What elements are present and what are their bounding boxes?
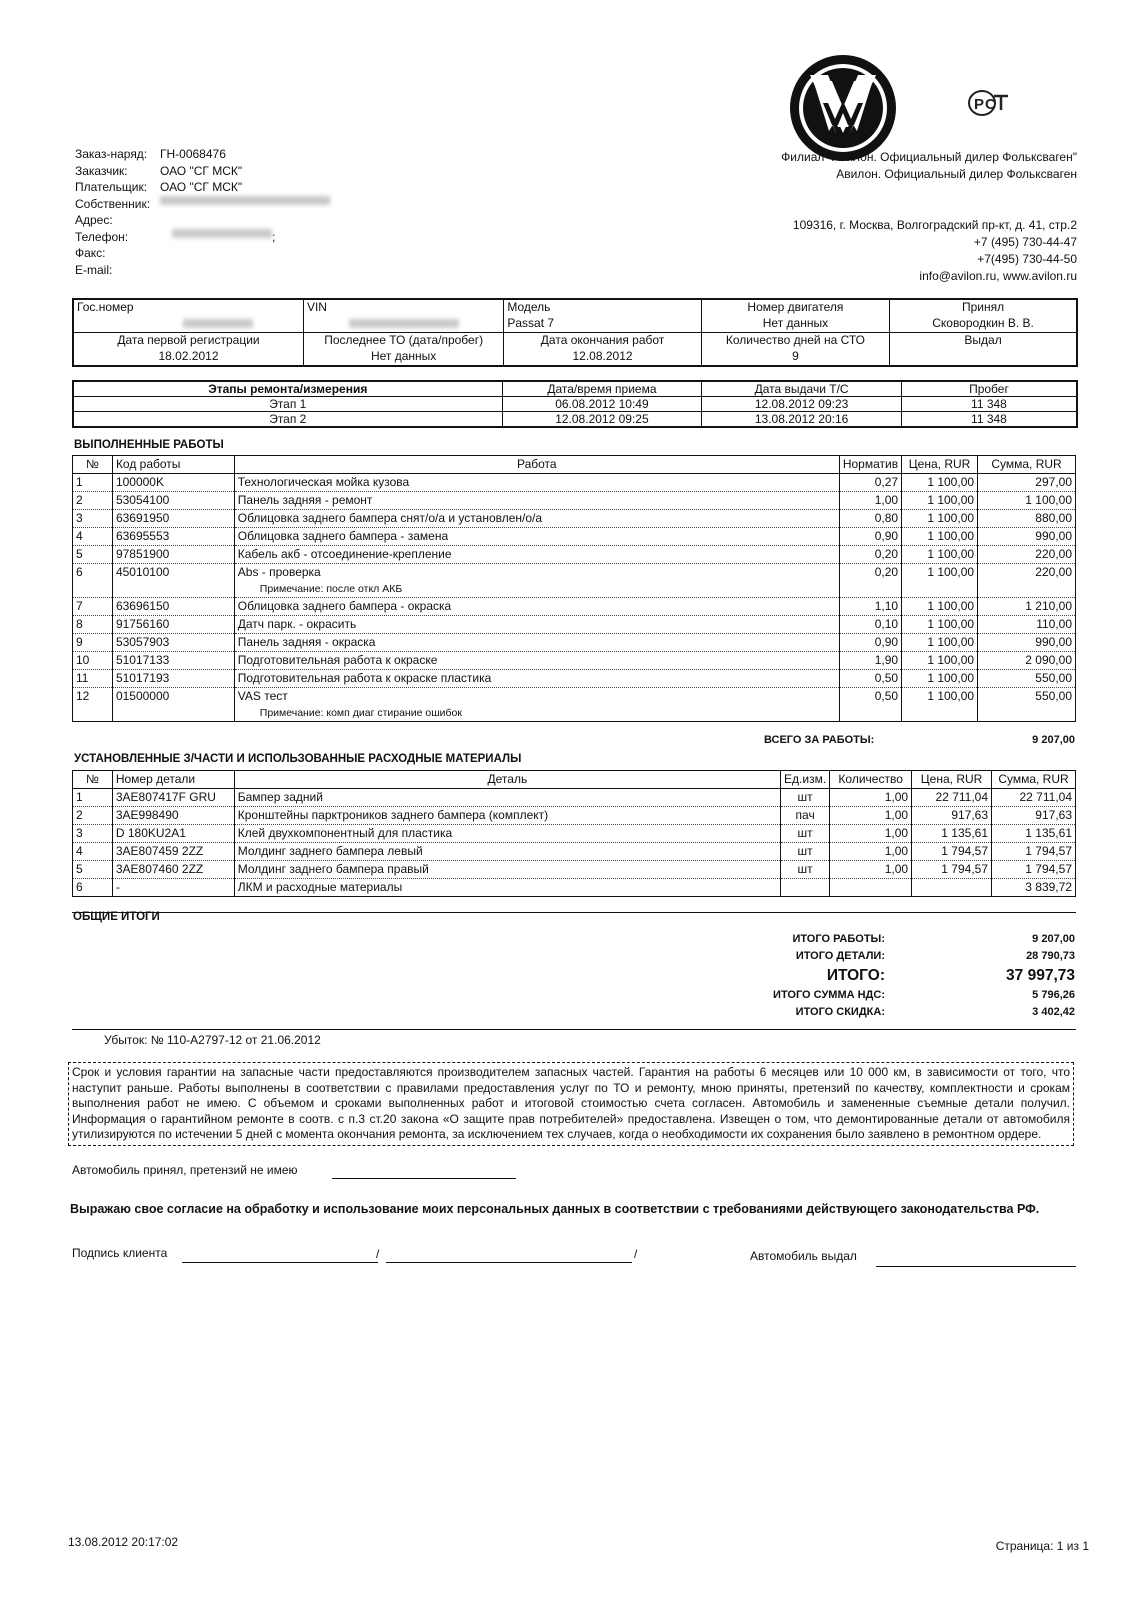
signature-line-2 bbox=[386, 1262, 632, 1263]
works-cell-sum: 1 210,00 bbox=[978, 598, 1076, 616]
works-cell-price: 1 100,00 bbox=[902, 510, 978, 528]
works-cell-price: 1 100,00 bbox=[902, 634, 978, 652]
dealer-phone-2: +7(495) 730-44-50 bbox=[977, 252, 1077, 266]
parts-cell-qty: 1,00 bbox=[830, 861, 912, 879]
works-cell-sum: 550,00 bbox=[978, 670, 1076, 688]
parts-title: УСТАНОВЛЕННЫЕ З/ЧАСТИ И ИСПОЛЬЗОВАННЫЕ РАСХОДНЫЕ МАТЕРИАЛЫ bbox=[74, 753, 522, 765]
owner-redacted bbox=[160, 196, 330, 205]
works-cell-code: 63696150 bbox=[112, 598, 234, 616]
parts-cell-code: 3AE807460 2ZZ bbox=[112, 861, 234, 879]
works-cell-sum: 990,00 bbox=[978, 528, 1076, 546]
parts-cell-n: 3 bbox=[73, 825, 113, 843]
parts-cell-unit: шт bbox=[781, 843, 830, 861]
total-work-value: 9 207,00 bbox=[1032, 933, 1075, 945]
parts-cell-price bbox=[912, 879, 992, 897]
works-cell-price: 1 100,00 bbox=[902, 670, 978, 688]
parts-cell-n: 2 bbox=[73, 807, 113, 825]
payer-label: Плательщик: bbox=[75, 180, 148, 194]
works-total-label: ВСЕГО ЗА РАБОТЫ: bbox=[764, 734, 875, 746]
works-header: Работа bbox=[234, 456, 839, 474]
parts-cell-name: Бампер задний bbox=[234, 789, 780, 807]
stages-header: Дата выдачи Т/С bbox=[702, 381, 902, 397]
parts-cell-sum: 1 135,61 bbox=[992, 825, 1076, 843]
works-cell-sum: 990,00 bbox=[978, 634, 1076, 652]
works-table bbox=[72, 455, 1076, 722]
works-row bbox=[73, 652, 1076, 670]
parts-cell-name: Клей двухкомпонентный для пластика bbox=[234, 825, 780, 843]
parts-cell-code: D 180KU2A1 bbox=[112, 825, 234, 843]
vw-logo bbox=[788, 53, 898, 163]
parts-cell-qty bbox=[830, 879, 912, 897]
works-cell-n: 7 bbox=[73, 598, 113, 616]
model-label: Модель bbox=[504, 299, 701, 316]
works-cell-name bbox=[234, 688, 839, 722]
stage-cell: Этап 2 bbox=[73, 412, 502, 428]
parts-cell-name: Молдинг заднего бампера правый bbox=[234, 861, 780, 879]
svg-text:P: P bbox=[974, 96, 985, 113]
dealer-name-line2: Авилон. Официальный дилер Фольксваген bbox=[836, 167, 1077, 181]
works-cell-n: 11 bbox=[73, 670, 113, 688]
works-cell-sum: 2 090,00 bbox=[978, 652, 1076, 670]
works-cell-n: 1 bbox=[73, 474, 113, 492]
works-cell-name: Кабель акб - отсоединение-крепление bbox=[234, 546, 839, 564]
works-row bbox=[73, 688, 1076, 722]
works-cell-code: 63691950 bbox=[112, 510, 234, 528]
works-cell-price: 1 100,00 bbox=[902, 616, 978, 634]
parts-row bbox=[73, 843, 1076, 861]
parts-cell-n: 6 bbox=[73, 879, 113, 897]
svg-text:C: C bbox=[985, 96, 996, 113]
parts-header: Номер детали bbox=[112, 771, 234, 789]
parts-cell-name: Кронштейны парктроников заднего бампера (комплект) bbox=[234, 807, 780, 825]
works-cell-n: 8 bbox=[73, 616, 113, 634]
works-cell-name: VAS тест bbox=[237, 689, 288, 703]
works-row bbox=[73, 510, 1076, 528]
parts-cell-name: ЛКМ и расходные материалы bbox=[234, 879, 780, 897]
works-cell-n: 10 bbox=[73, 652, 113, 670]
phone-redacted bbox=[172, 229, 272, 238]
order-number: ГН-0068476 bbox=[160, 147, 226, 161]
parts-cell-n: 5 bbox=[73, 861, 113, 879]
parts-cell-code: 3AE998490 bbox=[112, 807, 234, 825]
parts-cell-price: 1 794,57 bbox=[912, 861, 992, 879]
works-cell-n: 5 bbox=[73, 546, 113, 564]
works-header: Код работы bbox=[112, 456, 234, 474]
car-issued-label: Автомобиль выдал bbox=[750, 1249, 857, 1263]
works-cell-norm: 0,20 bbox=[839, 564, 901, 598]
parts-cell-qty: 1,00 bbox=[830, 843, 912, 861]
plate-label: Гос.номер bbox=[73, 299, 303, 316]
works-cell-sum: 550,00 bbox=[978, 688, 1076, 722]
printed-at: 13.08.2012 20:17:02 bbox=[68, 1535, 179, 1549]
works-cell-code: 51017133 bbox=[112, 652, 234, 670]
works-cell-sum: 297,00 bbox=[978, 474, 1076, 492]
last-to-label: Последнее ТО (дата/пробег) bbox=[303, 333, 503, 350]
parts-cell-code: 3AE807417F GRU bbox=[112, 789, 234, 807]
plate-redacted bbox=[183, 319, 253, 328]
car-issued-line bbox=[876, 1266, 1076, 1267]
works-title: ВЫПОЛНЕННЫЕ РАБОТЫ bbox=[74, 439, 224, 451]
works-row bbox=[73, 634, 1076, 652]
parts-cell-unit: шт bbox=[781, 789, 830, 807]
parts-cell-sum: 917,63 bbox=[992, 807, 1076, 825]
parts-cell-name: Молдинг заднего бампера левый bbox=[234, 843, 780, 861]
works-header: Сумма, RUR bbox=[978, 456, 1076, 474]
email-label: E-mail: bbox=[75, 262, 113, 277]
total-parts-value: 28 790,73 bbox=[1026, 950, 1075, 962]
first-reg-value: 18.02.2012 bbox=[73, 349, 303, 366]
works-cell-norm: 0,10 bbox=[839, 616, 901, 634]
works-cell-n: 6 bbox=[73, 564, 113, 598]
accepted-value: Сковородкин В. В. bbox=[890, 316, 1077, 333]
payer-value: ОАО "СГ МСК" bbox=[160, 180, 243, 194]
totals-divider bbox=[72, 912, 1076, 913]
stage-cell: 12.08.2012 09:25 bbox=[502, 412, 702, 428]
vat-value: 5 796,26 bbox=[1032, 989, 1075, 1001]
works-cell-code: 63695553 bbox=[112, 528, 234, 546]
dealer-phone-1: +7 (495) 730-44-47 bbox=[973, 235, 1077, 249]
parts-cell-unit bbox=[781, 879, 830, 897]
discount-label: ИТОГО СКИДКА: bbox=[795, 1006, 885, 1018]
works-row bbox=[73, 670, 1076, 688]
works-cell-name: Облицовка заднего бампера снят/о/а и установлен/о/а bbox=[234, 510, 839, 528]
works-note: Примечание: комп диаг стирание ошибок bbox=[259, 707, 462, 719]
works-cell-norm: 0,80 bbox=[839, 510, 901, 528]
model-value: Passat 7 bbox=[504, 316, 701, 333]
works-header: Норматив bbox=[839, 456, 901, 474]
works-cell-norm: 0,90 bbox=[839, 634, 901, 652]
engine-label: Номер двигателя bbox=[701, 299, 889, 316]
car-accepted-line bbox=[332, 1178, 516, 1179]
parts-cell-qty: 1,00 bbox=[830, 825, 912, 843]
stage-cell: 11 348 bbox=[901, 397, 1077, 412]
works-cell-code: 01500000 bbox=[112, 688, 234, 722]
works-row bbox=[73, 492, 1076, 510]
dealer-web: info@avilon.ru, www.avilon.ru bbox=[919, 269, 1077, 283]
parts-cell-code: - bbox=[112, 879, 234, 897]
parts-header: Количество bbox=[830, 771, 912, 789]
works-cell-name: Abs - проверка bbox=[237, 565, 321, 579]
parts-cell-qty: 1,00 bbox=[830, 789, 912, 807]
works-cell-price: 1 100,00 bbox=[902, 652, 978, 670]
works-cell-sum: 220,00 bbox=[978, 546, 1076, 564]
works-cell-norm: 1,10 bbox=[839, 598, 901, 616]
parts-row bbox=[73, 861, 1076, 879]
parts-header: Деталь bbox=[234, 771, 780, 789]
works-cell-price: 1 100,00 bbox=[902, 474, 978, 492]
works-cell-name bbox=[234, 564, 839, 598]
works-cell-price: 1 100,00 bbox=[902, 598, 978, 616]
stages-header: Этапы ремонта/измерения bbox=[73, 381, 502, 397]
customer-info bbox=[75, 146, 330, 278]
signature-label: Подпись клиента bbox=[72, 1246, 168, 1260]
dealer-info bbox=[781, 149, 1077, 183]
works-cell-norm: 1,00 bbox=[839, 492, 901, 510]
works-row bbox=[73, 598, 1076, 616]
parts-cell-unit: шт bbox=[781, 825, 830, 843]
vin-redacted bbox=[349, 319, 459, 328]
works-cell-code: 100000K bbox=[112, 474, 234, 492]
vin-label: VIN bbox=[303, 299, 503, 316]
works-cell-name: Облицовка заднего бампера - окраска bbox=[234, 598, 839, 616]
stage-cell: 13.08.2012 20:16 bbox=[702, 412, 902, 428]
works-cell-norm: 0,20 bbox=[839, 546, 901, 564]
client-value: ОАО "СГ МСК" bbox=[160, 163, 243, 178]
end-date-label: Дата окончания работ bbox=[504, 333, 701, 350]
works-header: Цена, RUR bbox=[902, 456, 978, 474]
works-cell-sum: 110,00 bbox=[978, 616, 1076, 634]
consent-text: Выражаю свое согласие на обработку и использование моих персональных данных в соответствии с требованиями действующего законодательства РФ. bbox=[70, 1202, 1040, 1216]
first-reg-label: Дата первой регистрации bbox=[73, 333, 303, 350]
loss-reference: Убыток: № 110-А2797-12 от 21.06.2012 bbox=[104, 1033, 321, 1047]
grand-total-label: ИТОГО: bbox=[826, 967, 885, 984]
parts-cell-code: 3AE807459 2ZZ bbox=[112, 843, 234, 861]
works-cell-n: 4 bbox=[73, 528, 113, 546]
parts-cell-sum: 22 711,04 bbox=[992, 789, 1076, 807]
issued-label: Выдал bbox=[890, 333, 1077, 350]
vat-label: ИТОГО СУММА НДС: bbox=[773, 989, 885, 1001]
works-row bbox=[73, 474, 1076, 492]
loss-divider bbox=[72, 1029, 1076, 1030]
page-number: Страница: 1 из 1 bbox=[995, 1539, 1089, 1553]
certification-mark-icon bbox=[966, 88, 1010, 118]
parts-header: Ед.изм. bbox=[781, 771, 830, 789]
last-to-value: Нет данных bbox=[303, 349, 503, 366]
parts-table bbox=[72, 770, 1076, 897]
stage-cell: 11 348 bbox=[901, 412, 1077, 428]
works-cell-name: Панель задняя - окраска bbox=[234, 634, 839, 652]
stage-cell: Этап 1 bbox=[73, 397, 502, 412]
works-cell-price: 1 100,00 bbox=[902, 688, 978, 722]
stages-table bbox=[72, 380, 1078, 428]
works-cell-name: Панель задняя - ремонт bbox=[234, 492, 839, 510]
parts-cell-qty: 1,00 bbox=[830, 807, 912, 825]
works-cell-code: 53057903 bbox=[112, 634, 234, 652]
parts-row bbox=[73, 879, 1076, 897]
phone-value: ; bbox=[272, 229, 276, 244]
works-cell-norm: 0,90 bbox=[839, 528, 901, 546]
works-cell-price: 1 100,00 bbox=[902, 546, 978, 564]
parts-row bbox=[73, 807, 1076, 825]
works-note: Примечание: после откл АКБ bbox=[259, 583, 403, 595]
parts-cell-sum: 1 794,57 bbox=[992, 861, 1076, 879]
works-cell-n: 2 bbox=[73, 492, 113, 510]
works-row bbox=[73, 528, 1076, 546]
works-cell-sum: 220,00 bbox=[978, 564, 1076, 598]
parts-header: № bbox=[73, 771, 113, 789]
totals-block bbox=[773, 931, 1075, 1021]
stages-header: Пробег bbox=[901, 381, 1077, 397]
total-parts-label: ИТОГО ДЕТАЛИ: bbox=[795, 950, 885, 962]
works-cell-n: 9 bbox=[73, 634, 113, 652]
days-value: 9 bbox=[701, 349, 889, 366]
dealer-contacts bbox=[793, 217, 1077, 285]
works-cell-code: 51017193 bbox=[112, 670, 234, 688]
works-cell-name: Датч парк. - окрасить bbox=[234, 616, 839, 634]
works-cell-sum: 880,00 bbox=[978, 510, 1076, 528]
total-work-label: ИТОГО РАБОТЫ: bbox=[792, 933, 885, 945]
works-row bbox=[73, 616, 1076, 634]
works-cell-code: 97851900 bbox=[112, 546, 234, 564]
parts-cell-price: 1 794,57 bbox=[912, 843, 992, 861]
signature-slash-2: / bbox=[634, 1247, 638, 1261]
engine-value: Нет данных bbox=[701, 316, 889, 333]
fax-label: Факс: bbox=[75, 246, 106, 260]
works-cell-n: 12 bbox=[73, 688, 113, 722]
parts-row bbox=[73, 825, 1076, 843]
works-row bbox=[73, 546, 1076, 564]
works-cell-code: 91756160 bbox=[112, 616, 234, 634]
parts-cell-price: 22 711,04 bbox=[912, 789, 992, 807]
works-header: № bbox=[73, 456, 113, 474]
works-cell-price: 1 100,00 bbox=[902, 528, 978, 546]
parts-cell-sum: 1 794,57 bbox=[992, 843, 1076, 861]
owner-label: Собственник: bbox=[75, 196, 151, 211]
dealer-name-line1: Филиал "Авилон. Официальный дилер Фольксваген" bbox=[781, 150, 1077, 164]
works-cell-price: 1 100,00 bbox=[902, 492, 978, 510]
works-cell-norm: 0,50 bbox=[839, 670, 901, 688]
car-accepted-text: Автомобиль принял, претензий не имею bbox=[72, 1163, 298, 1177]
works-row bbox=[73, 564, 1076, 598]
parts-cell-unit: шт bbox=[781, 861, 830, 879]
vehicle-table bbox=[72, 298, 1078, 367]
works-cell-name: Подготовительная работа к окраске bbox=[234, 652, 839, 670]
parts-header: Цена, RUR bbox=[912, 771, 992, 789]
signature-line-1 bbox=[182, 1262, 378, 1263]
works-cell-norm: 0,27 bbox=[839, 474, 901, 492]
works-cell-name: Технологическая мойка кузова bbox=[234, 474, 839, 492]
discount-value: 3 402,42 bbox=[1032, 1006, 1075, 1018]
parts-cell-unit: пач bbox=[781, 807, 830, 825]
works-cell-norm: 0,50 bbox=[839, 688, 901, 722]
parts-cell-price: 1 135,61 bbox=[912, 825, 992, 843]
works-cell-name: Подготовительная работа к окраске пластика bbox=[234, 670, 839, 688]
days-label: Количество дней на СТО bbox=[701, 333, 889, 350]
parts-cell-sum: 3 839,72 bbox=[992, 879, 1076, 897]
parts-cell-n: 1 bbox=[73, 789, 113, 807]
works-total-value: 9 207,00 bbox=[1032, 734, 1075, 746]
phone-label: Телефон: bbox=[75, 229, 129, 244]
client-label: Заказчик: bbox=[75, 163, 128, 178]
parts-cell-price: 917,63 bbox=[912, 807, 992, 825]
works-cell-norm: 1,90 bbox=[839, 652, 901, 670]
address-label: Адрес: bbox=[75, 213, 113, 227]
works-cell-code: 45010100 bbox=[112, 564, 234, 598]
totals-title: ОБЩИЕ ИТОГИ bbox=[73, 911, 160, 923]
grand-total-value: 37 997,73 bbox=[1006, 967, 1075, 984]
dealer-address: 109316, г. Москва, Волгоградский пр-кт, д. 41, стр.2 bbox=[792, 218, 1077, 232]
accepted-label: Принял bbox=[890, 299, 1077, 316]
signature-slash-1: / bbox=[376, 1247, 380, 1261]
works-cell-n: 3 bbox=[73, 510, 113, 528]
works-cell-sum: 1 100,00 bbox=[978, 492, 1076, 510]
stage-cell: 12.08.2012 09:23 bbox=[702, 397, 902, 412]
parts-header: Сумма, RUR bbox=[992, 771, 1076, 789]
parts-row bbox=[73, 789, 1076, 807]
stage-cell: 06.08.2012 10:49 bbox=[502, 397, 702, 412]
end-date-value: 12.08.2012 bbox=[504, 349, 701, 366]
works-cell-price: 1 100,00 bbox=[902, 564, 978, 598]
works-cell-code: 53054100 bbox=[112, 492, 234, 510]
warranty-text: Срок и условия гарантии на запасные части предоставляются производителем запасных частей. Гарантия на работы 6 месяцев или 10 000 км, в зависимости от того, что наступит раньше. Работы выполнены в соответствии с правилами предоставления услуг по ТО и ремонту, мною приняты, претензий по качеству, комплектности и срокам выполнения работ не имею. С объемом и сроками выполненных работ и итоговой стоимостью счета согласен. Автомобиль и замененные съемные детали получил. Информация о гарантийном ремонте в соотв. с п.3 ст.20 закона «О защите прав потребителей» предоставлена. Извещен о том, что демонтированные детали от автомобиля утилизируются по истечении 5 дней с момента окончания ремонта, за исключением тех случаев, когда о необходимости их сохранения было заявлено в ремонтном ордере. bbox=[68, 1062, 1074, 1146]
stages-header: Дата/время приема bbox=[502, 381, 702, 397]
parts-cell-n: 4 bbox=[73, 843, 113, 861]
order-label: Заказ-наряд: bbox=[75, 147, 148, 161]
works-cell-name: Облицовка заднего бампера - замена bbox=[234, 528, 839, 546]
